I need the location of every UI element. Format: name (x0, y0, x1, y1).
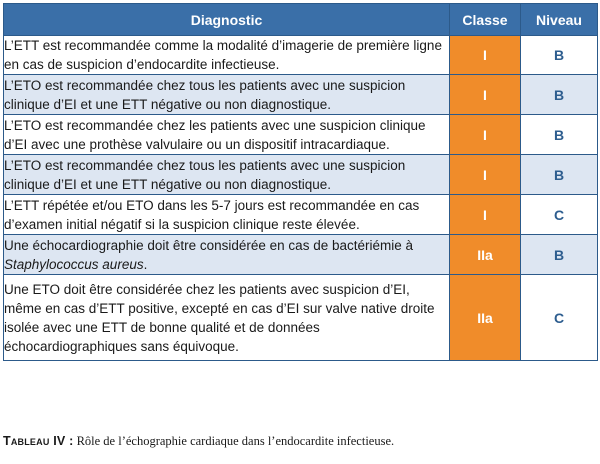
recommendation-text: L’ETT est recommandée comme la modalité d’imagerie de première ligne en cas de suspicion d’endocardite infectieuse. (4, 36, 450, 75)
table-row (4, 275, 598, 361)
classe-cell: I (450, 36, 521, 75)
classe-cell: I (450, 155, 521, 195)
table-row (4, 36, 598, 75)
header-diagnostic: Diagnostic (4, 4, 450, 36)
table-row (4, 155, 598, 195)
header-niveau: Niveau (521, 4, 598, 36)
classe-cell: IIa (450, 235, 521, 275)
table-row (4, 195, 598, 235)
recommendation-text: L’ETO est recommandée chez tous les patients avec une suspicion clinique d’EI et une ETT négative ou non diagnostique. (4, 155, 450, 195)
recommendation-text: L’ETT répétée et/ou ETO dans les 5-7 jours est recommandée en cas d’examen initial négatif si la suspicion clinique reste élevée. (4, 195, 450, 235)
niveau-cell: B (521, 155, 598, 195)
niveau-cell: B (521, 75, 598, 115)
niveau-cell: B (521, 36, 598, 75)
header-classe: Classe (450, 4, 521, 36)
bacteria-name: Staphylococcus aureus (4, 256, 144, 272)
recommendation-text: Une ETO doit être considérée chez les patients avec suspicion d’EI, même en cas d’ETT positive, excepté en cas d’EI sur valve native droite isolée avec une ETT de bonne qualité et de données échocardiographiques sans équivoque. (4, 275, 450, 361)
caption-label: Tableau IV : (3, 434, 74, 448)
text-after: . (143, 256, 148, 272)
classe-cell: I (450, 195, 521, 235)
classe-cell: IIa (450, 275, 521, 361)
recommendation-text: L’ETO est recommandée chez tous les patients avec une suspicion clinique d’EI et une ETT négative ou non diagnostique. (4, 75, 450, 115)
table-caption (3, 434, 597, 449)
niveau-cell: B (521, 115, 598, 155)
table-row (4, 75, 598, 115)
text-before: Une échocardiographie doit être considérée en cas de bactériémie à (4, 237, 414, 253)
table-row (4, 235, 598, 275)
niveau-cell: B (521, 235, 598, 275)
table-row (4, 115, 598, 155)
niveau-cell: C (521, 275, 598, 361)
niveau-cell: C (521, 195, 598, 235)
recommendation-text: L’ETO est recommandée chez les patients avec une suspicion clinique d’EI avec une prothèse valvulaire ou un dispositif intracardiaque. (4, 115, 450, 155)
classe-cell: I (450, 75, 521, 115)
classe-cell: I (450, 115, 521, 155)
caption-text: Rôle de l’échographie cardiaque dans l’endocardite infectieuse. (73, 434, 395, 448)
table-header-row (4, 4, 598, 36)
diagnostic-table (3, 3, 598, 361)
recommendation-text (4, 235, 450, 275)
